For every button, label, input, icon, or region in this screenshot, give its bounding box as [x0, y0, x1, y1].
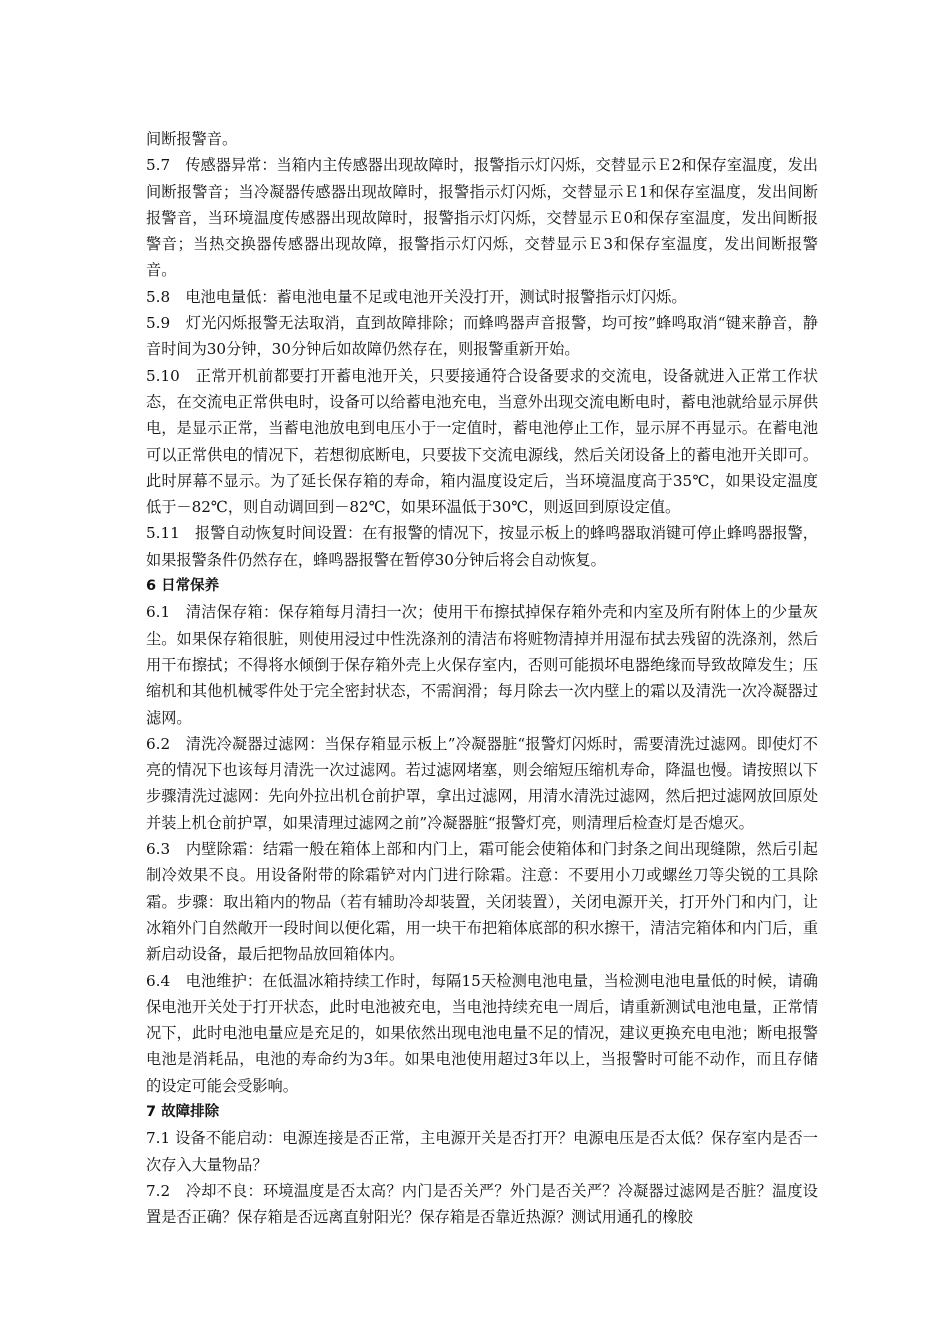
paragraph-5-8: 5.8 电池电量低：蓄电池电量不足或电池开关没打开，测试时报警指示灯闪烁。 [146, 287, 687, 306]
paragraph-7-2: 7.2 冷却不良：环境温度是否太高？内门是否关严？外门是否关严？冷凝器过滤网是否脏？温度设置是否正确？保存箱是否远离直射阳光？保存箱是否靠近热源？测试用通孔的橡胶 [146, 1181, 818, 1227]
paragraph-7-1: 7.1 设备不能启动：电源连接是否正常，主电源开关是否打开？电源电压是否太低？保存室内是否一次存入大量物品？ [146, 1129, 818, 1174]
paragraph-6-3: 6.3 内壁除霜：结霜一般在箱体上部和内门上，霜可能会使箱体和门封条之间出现缝隙，然后引起制冷效果不良。用设备附带的除霜铲对内门进行除霜。注意：不要用小刀或螺丝刀等尖锐的工具除霜。步骤：取出箱内的物品（若有辅助冷却装置，关闭装置），关闭电源开关，打开外门和内门，让冰箱外门自然敞开一段时间以便化霜，用一块干布把箱体底部的积水擦干，清洁完箱体和内门后，重新启动设备，最后把物品放回箱体内。 [146, 840, 818, 964]
section-heading-6: 6 日常保养 [146, 578, 220, 595]
paragraph-6-4: 6.4 电池维护：在低温冰箱持续工作时，每隔15天检测电池电量，当检测电池电量低的时候，请确保电池开关处于打开状态，此时电池被充电，当电池持续充电一周后，请重新测试电池电量，正常情况下，此时电池电量应是充足的，如果依然出现电池电量不足的情况，建议更换充电电池；断电报警电池是消耗品，电池的寿命约为3年。如果电池使用超过3年以上，当报警时可能不动作，而且存储的设定可能会受影响。 [146, 971, 818, 1095]
paragraph-continuation: 间断报警音。 [146, 130, 238, 148]
paragraph-6-1: 6.1 清洁保存箱：保存箱每月清扫一次；使用干布擦拭掉保存箱外壳和内室及所有附体上的少量灰尘。如果保存箱很脏，则使用浸过中性洗涤剂的清洁布将赃物清掉并用湿布拭去残留的洗涤剂，然后用干布擦拭；不得将水倾倒于保存箱外壳上火保存室内，否则可能损坏电器绝缘而导致故障发生；压缩机和其他机械零件处于完全密封状态，不需润滑；每月除去一次内壁上的霜以及清洗一次冷凝器过滤网。 [146, 603, 818, 727]
section-heading-7: 7 故障排除 [146, 1103, 220, 1120]
paragraph-5-7: 5.7 传感器异常：当箱内主传感器出现故障时，报警指示灯闪烁，交替显示Ｅ2和保存室温度，发出间断报警音；当冷凝器传感器出现故障时，报警指示灯闪烁，交替显示Ｅ1和保存室温度，发出间断报警音，当环境温度传感器出现故障时，报警指示灯闪烁，交替显示Ｅ0和保存室温度，发出间断报警音；当热交换器传感器出现故障，报警指示灯闪烁，交替显示Ｅ3和保存室温度，发出间断报警音。 [146, 156, 818, 280]
paragraph-5-9: 5.9 灯光闪烁报警无法取消，直到故障排除；而蜂鸣器声音报警，均可按”蜂鸣取消“键来静音，静音时间为30分钟，30分钟后如故障仍然存在，则报警重新开始。 [146, 314, 818, 359]
paragraph-5-11: 5.11 报警自动恢复时间设置：在有报警的情况下，按显示板上的蜂鸣器取消键可停止蜂鸣器报警，如果报警条件仍然存在，蜂鸣器报警在暂停30分钟后将会自动恢复。 [146, 524, 818, 569]
paragraph-5-10: 5.10 正常开机前都要打开蓄电池开关，只要接通符合设备要求的交流电，设备就进入正常工作状态，在交流电正常供电时，设备可以给蓄电池充电，当意外出现交流电断电时，蓄电池就给显示屏供电，是显示正常，当蓄电池放电到电压小于一定值时，蓄电池停止工作，显示屏不再显示。在蓄电池可以正常供电的情况下，若想彻底断电，只要拔下交流电源线，然后关闭设备上的蓄电池开关即可。此时屏幕不显示。为了延长保存箱的寿命，箱内温度设定后，当环境温度高于35℃，如果设定温度低于－82℃，则自动调回到－82℃，如果环温低于30℃，则返回到原设定值。 [146, 366, 818, 517]
paragraph-6-2: 6.2 清洗冷凝器过滤网：当保存箱显示板上”冷凝器脏“报警灯闪烁时，需要清洗过滤网。即使灯不亮的情况下也该每月清洗一次过滤网。若过滤网堵塞，则会缩短压缩机寿命，降温也慢。请按照以下步骤清洗过滤网：先向外拉出机仓前护罩，拿出过滤网，用清水清洗过滤网，然后把过滤网放回原处并装上机仓前护罩，如果清理过滤网之前”冷凝器脏“报警灯亮，则清理后检查灯是否熄灭。 [146, 734, 818, 832]
